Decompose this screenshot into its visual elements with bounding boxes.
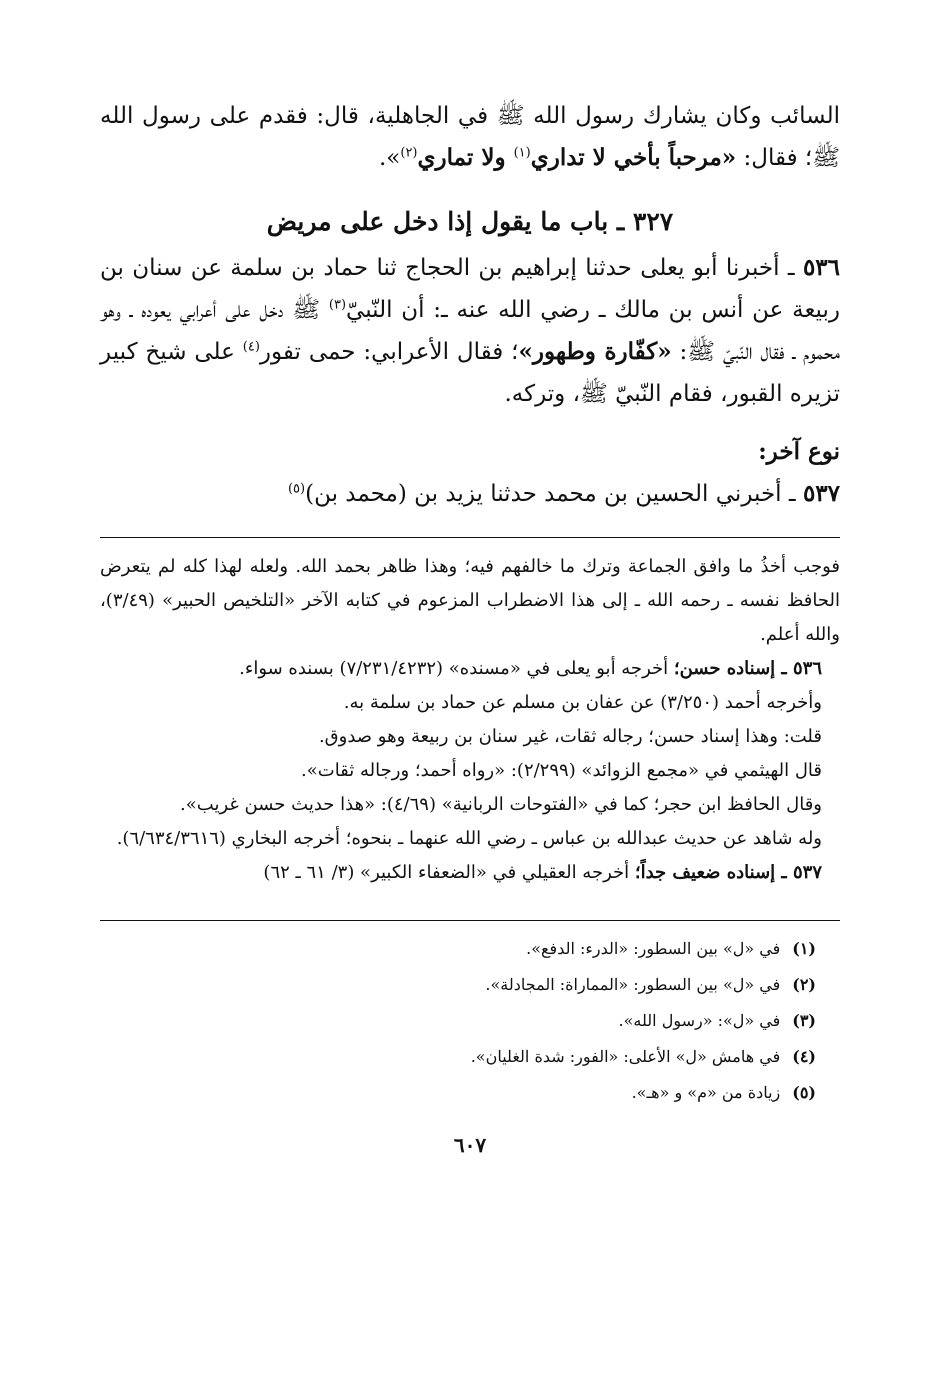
footnote-ref-3[interactable]: (٣) — [328, 297, 347, 313]
intro-quote-b: ولا تماري — [417, 144, 514, 171]
main-text — [100, 95, 840, 515]
hadith-537-number: ٥٣٧ — [802, 480, 840, 507]
commentary — [100, 550, 840, 890]
footnote-text: في «ل» بين السطور: «الدرء: الدفع». — [526, 939, 781, 958]
footnote-item — [100, 967, 816, 1003]
note-536-text: أخرجه أبو يعلى في «مسنده» (٧/٢٣١/٤٢٣٢) بسنده سواء. — [239, 658, 674, 679]
hadith-537-text: ـ أخبرني الحسين بن محمد حدثنا يزيد بن (محمد بن) — [305, 481, 803, 507]
footnote-number: (١) — [792, 939, 816, 958]
intro-end: ». — [378, 145, 401, 171]
note-537-text: أخرجه العقيلي في «الضعفاء الكبير» (٣/ ٦١ ـ ٦٢) — [263, 862, 635, 883]
footnote-ref-1[interactable]: (١) — [513, 145, 531, 161]
footnote-text: زيادة من «م» و «هـ». — [631, 1083, 781, 1102]
footnote-ref-4[interactable]: (٤) — [242, 339, 260, 355]
intro-line-2: رسول الله ﷺ؛ فقال: — [100, 103, 840, 171]
hadith-536-quote: «كفّارة وطهور» — [518, 338, 672, 365]
intro-quote-a: «مرحباً بأخي لا تداري — [530, 144, 737, 171]
footnote-number: (٣) — [792, 1011, 816, 1030]
footnote-number: (٤) — [792, 1047, 816, 1066]
intro-paragraph — [100, 95, 840, 179]
note-536-label: ٥٣٦ ـ إسناده حسن؛ — [673, 658, 822, 679]
footnote-item — [100, 931, 816, 967]
footnote-number: (٥) — [792, 1083, 816, 1102]
intro-line-1: السائب وكان يشارك رسول الله ﷺ في الجاهلية، قال: فقدم على — [209, 103, 840, 129]
commentary-paragraph-2: وأخرجه أحمد (٣/٢٥٠) عن عفان بن مسلم عن حماد بن سلمة به. — [343, 692, 822, 713]
footnote-item — [100, 1003, 816, 1039]
footnote-text: في «ل»: «رسول الله». — [618, 1011, 781, 1030]
hadith-536-number: ٥٣٦ — [802, 254, 840, 281]
footnote-text: في «ل» بين السطور: «المماراة: المجادلة». — [485, 975, 781, 994]
footnote-number: (٢) — [792, 975, 816, 994]
hadith-537 — [100, 473, 840, 515]
hadith-536-text-a: ـ أخبرنا أبو يعلى حدثنا إبراهيم بن الحجاج ثنا حماد بن سلمة عن سنان بن ربيعة عن أنس بن مالك ـ رضي الله عنه ـ: أن النّبيّ — [100, 255, 840, 323]
commentary-paragraph-3: قلت: وهذا إسناد حسن؛ رجاله ثقات، غير سنان بن ربيعة وهو صدوق. — [318, 726, 822, 747]
commentary-paragraph-1: فوجب أخذُ ما وافق الجماعة وترك ما خالفهم فيه؛ وهذا ظاهر بحمد الله. ولعله لهذا كله لم يتعرض الحافظ نفسه ـ رحمه الله ـ إلى هذا الاضطراب المزعوم في كتابه الآخر «التلخيص الحبير» (٣/٤٩)، والله أعلم. — [100, 556, 840, 645]
commentary-paragraph-5: وقال الحافظ ابن حجر؛ كما في «الفتوحات الربانية» (٤/٦٩): «هذا حديث حسن غريب». — [180, 794, 822, 815]
footnote-divider — [100, 920, 840, 921]
book-page — [100, 95, 840, 1157]
sub-heading: نوع آخر: — [758, 438, 840, 465]
chapter-heading: ٣٢٧ ـ باب ما يقول إذا دخل على مريض — [266, 207, 674, 236]
commentary-paragraph-4: قال الهيثمي في «مجمع الزوائد» (٢/٢٩٩): «رواه أحمد؛ ورجاله ثقات». — [301, 760, 822, 781]
hadith-536-text-d: على شيخ كبير تزيره القبور، فقام النّبيّ ﷺ، وتركه. — [100, 339, 840, 407]
note-537 — [100, 856, 840, 890]
footnote-ref-5[interactable]: (٥) — [287, 481, 306, 497]
commentary-paragraph-6: وله شاهد عن حديث عبدالله بن عباس ـ رضي الله عنهما ـ بنحوه؛ أخرجه البخاري (٦/٦٣٤/٣٦١٦). — [116, 828, 822, 849]
commentary-divider — [100, 537, 840, 538]
footnote-item — [100, 1075, 816, 1111]
footnote-ref-2[interactable]: (٢) — [400, 145, 418, 161]
hadith-536-text-b: ﷺ دخل على أعرابي يعوده ـ وهو محموم ـ فقال النّبيّ ﷺ: — [100, 297, 841, 365]
page-number: ٦٠٧ — [453, 1133, 487, 1157]
note-537-label: ٥٣٧ ـ إسناده ضعيف جداً؛ — [634, 862, 822, 883]
hadith-536 — [100, 247, 840, 415]
footnotes — [100, 931, 840, 1111]
note-536 — [100, 652, 840, 686]
footnote-item — [100, 1039, 816, 1075]
footnote-text: في هامش «ل» الأعلى: «الفور: شدة الغليان». — [470, 1047, 781, 1066]
hadith-536-text-c: ؛ فقال الأعرابي: حمى تفور — [259, 339, 519, 365]
